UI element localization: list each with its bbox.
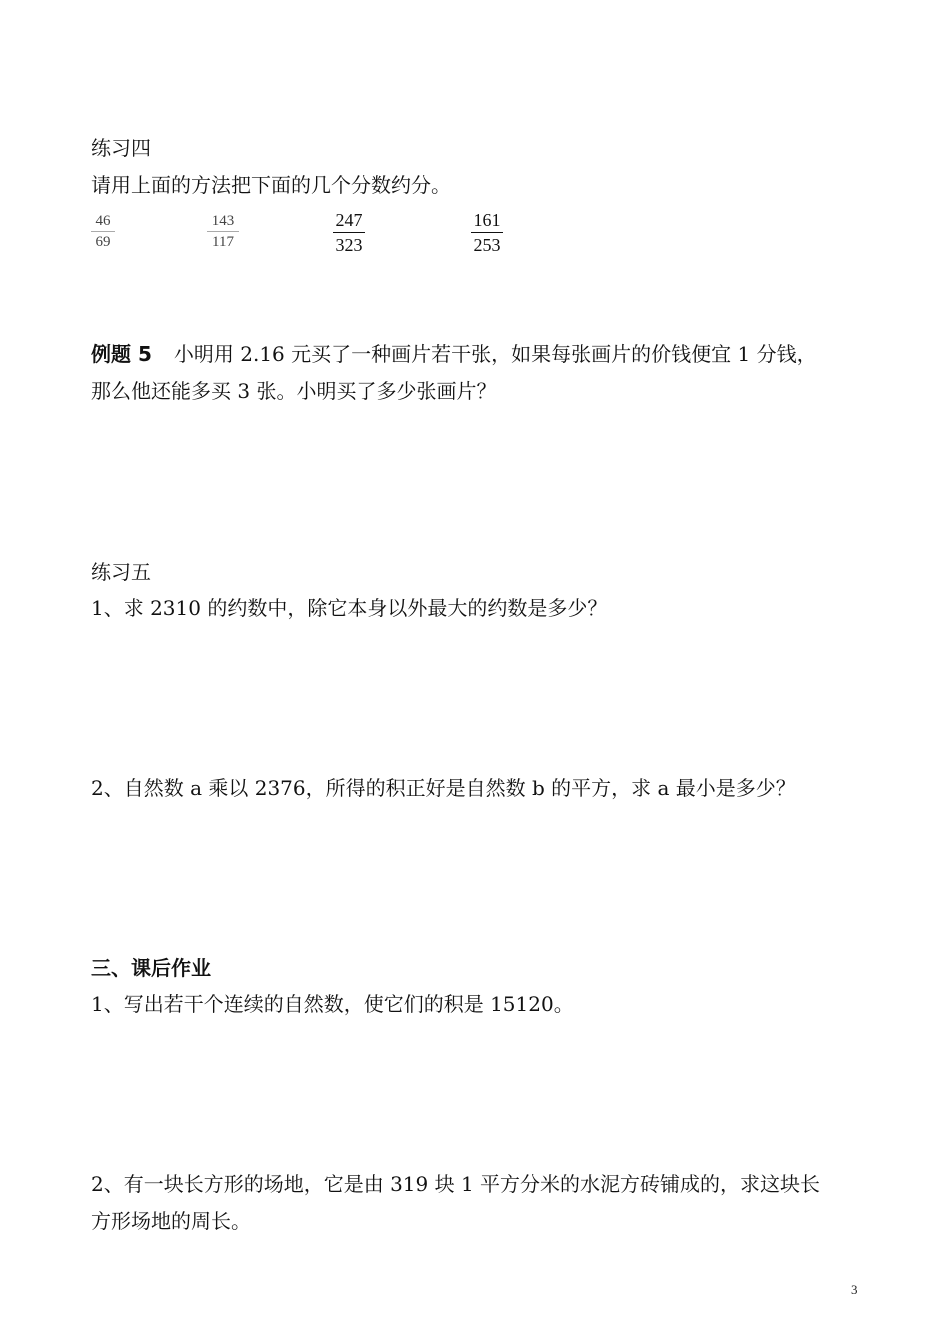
example5-line1: [91, 340, 817, 368]
example5-text1: 小明用 2.16 元买了一种画片若干张，如果每张画片的价钱便宜 1 分钱，: [173, 342, 817, 366]
practice5-question2: 2、自然数 a 乘以 2376，所得的积正好是自然数 b 的平方，求 a 最小是多少？: [91, 776, 796, 800]
fraction-3-numerator: 247: [335, 210, 363, 230]
fraction-1-numerator: 46: [95, 213, 111, 229]
fraction-3-denominator: 323: [335, 235, 363, 255]
practice5-question1: 1、求 2310 的约数中，除它本身以外最大的约数是多少？: [91, 596, 608, 620]
fraction-1: [91, 211, 115, 252]
homework-title: 三、课后作业: [91, 956, 211, 980]
fraction-2: [207, 211, 239, 252]
fraction-3: [333, 208, 365, 257]
fraction-1-denominator: 69: [95, 234, 111, 250]
practice4-instruction: 请用上面的方法把下面的几个分数约分。: [91, 173, 451, 197]
homework-question1: 1、写出若干个连续的自然数，使它们的积是 15120。: [91, 992, 574, 1016]
practice5-title: 练习五: [91, 560, 151, 584]
homework-question2-line2: 方形场地的周长。: [91, 1209, 251, 1233]
page-number: 3: [851, 1282, 858, 1297]
practice4-title: 练习四: [91, 136, 151, 160]
fraction-2-denominator: 117: [212, 234, 234, 250]
example5-line2: 那么他还能多买 3 张。小明买了多少张画片？: [91, 379, 497, 403]
fraction-4-denominator: 253: [473, 235, 501, 255]
homework-question2-line1: 2、有一块长方形的场地，它是由 319 块 1 平方分米的水泥方砖铺成的，求这块长: [91, 1172, 821, 1196]
example5-label: 例题 5: [91, 342, 152, 366]
fraction-4: [471, 208, 503, 257]
fraction-2-numerator: 143: [211, 213, 235, 229]
fraction-4-numerator: 161: [473, 210, 501, 230]
